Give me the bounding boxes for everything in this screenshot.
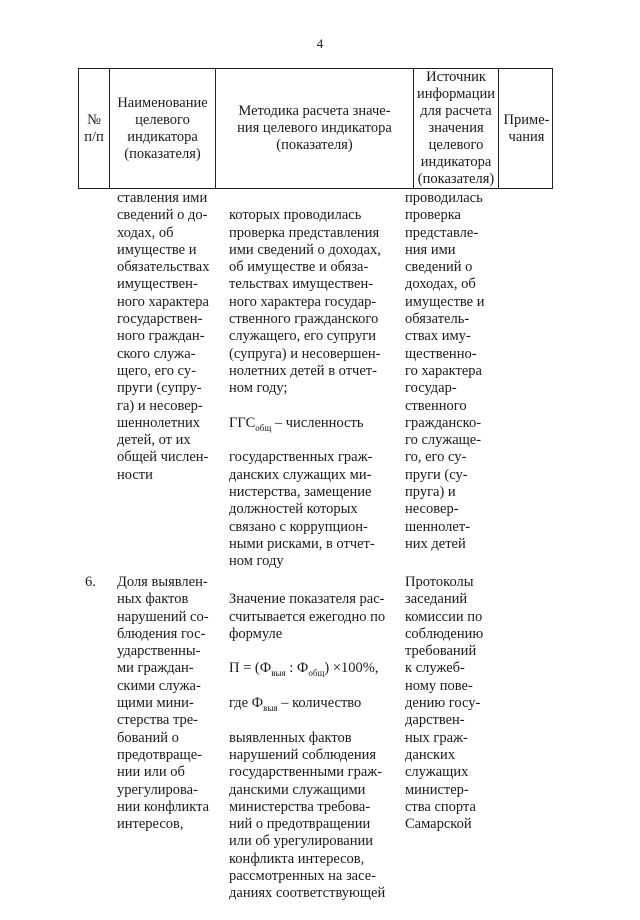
ggs-symbol: ГГС <box>229 414 256 431</box>
header-indicator-name: Наименование целевого индикатора (показателя) <box>110 69 216 188</box>
formula-part-3: ) ×100%, <box>324 660 379 677</box>
header-notes: Приме- чания <box>503 111 550 145</box>
header-information-source: Источник информации для расчета значения целевого индикатора (показателя) <box>414 69 499 188</box>
formula-part-2: : Ф <box>285 660 309 677</box>
ggs-description: – численность <box>271 414 364 431</box>
page-number: 4 <box>316 36 324 51</box>
formula-sub-2: общ <box>308 668 325 679</box>
formula-sub-1: выя <box>271 668 286 679</box>
row-6-method <box>229 574 409 920</box>
where-part-1: где Ф <box>229 695 264 712</box>
header-calculation-method: Методика расчета значе- ния целевого индикатора (показателя) <box>216 69 414 188</box>
row-6-method-text-c: выявленных фактов нарушений соблюдения государственными граж- данскими служащими министерства требова- ний о предотвращении или об урегулировании конфликта интересов, рассмотренных на засе- даниях соответствующей <box>229 729 386 902</box>
table-header <box>78 68 553 189</box>
row-6-formula <box>229 660 409 677</box>
where-sub: выя <box>263 702 278 713</box>
where-part-2: – количество <box>277 695 362 712</box>
formula-part-1: П = (Ф <box>229 660 272 677</box>
row-cont-method <box>229 190 409 588</box>
row-cont-method-text-a: которых проводилась проверка представления ими сведений о доходах, об имуществе и обяза- тельствах имуществен- ного характера государ- ственного гражданского служащего, его супруги (супруга) и несовершен- нолетних детей в отчет- ном году; <box>229 207 381 397</box>
row-6-number: 6. <box>85 574 96 590</box>
row-cont-source: проводилась проверка представле- ния ими сведений о доходах, об имуществе и обязатель- ствах иму- щественно- го характера государ- ственного гражданско- го служаще- го, его су- пруги (су- пруга) и несовер- шеннолет- них детей <box>405 190 485 552</box>
row-cont-method-text-c: государственных граж- данских служащих ми- нистерства, замещение должностей которых связано с коррупцион- ными рисками, в отчет- ном году <box>229 449 375 570</box>
row-6-source: Протоколы заседаний комиссии по соблюдению требований к служеб- ному пове- дению госу- дарствен- ных граж- данских служащих министер- ства спорта Самарской <box>405 574 484 833</box>
row-6-where <box>229 695 409 712</box>
row-6-indicator-name: Доля выявлен- ных фактов нарушений со- блюдения гос- ударственны- ми граждан- скими служа- щими мини- стерства тре- бований о предотвраще- нии или об урегулирова- нии конфликта интересов, <box>117 574 210 833</box>
header-number: № п/п <box>79 69 110 188</box>
row-cont-method-formula-var <box>229 415 409 432</box>
row-cont-indicator-name: ставления ими сведений о до- ходах, об имуществе и обязательствах имуществен- ного характера государствен- ного граждан- ского служа- щего, его су- пруги (супру- га) и несовер- шеннолетних детей, от их общей числен- ности <box>117 190 210 483</box>
ggs-subscript: общ <box>255 422 272 433</box>
row-6-method-text-a: Значение показателя рас- считывается ежегодно по формуле <box>229 591 386 642</box>
